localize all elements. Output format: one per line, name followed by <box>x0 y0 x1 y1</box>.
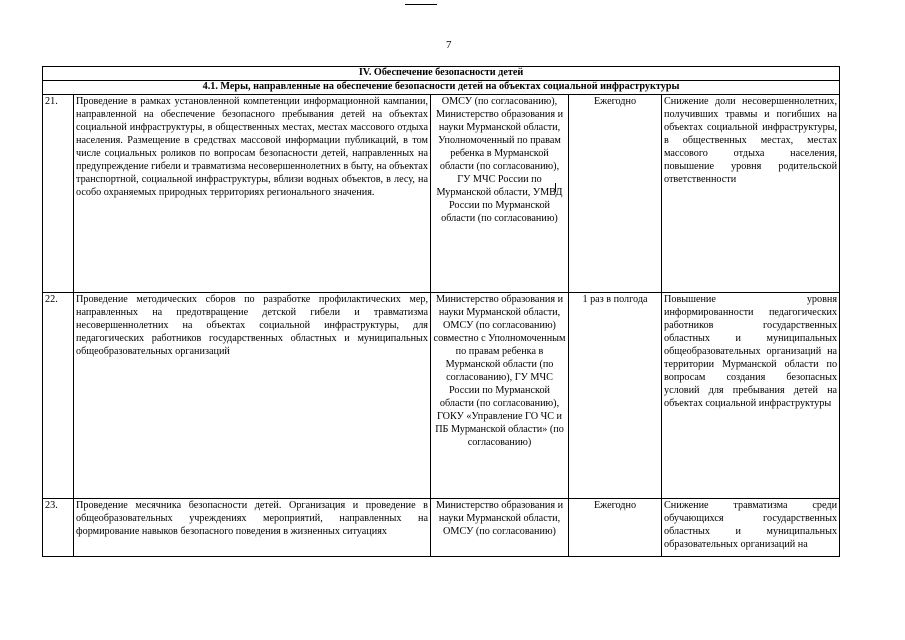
row-number: 21. <box>43 95 74 293</box>
term: Ежегодно <box>569 499 662 557</box>
executors: ОМСУ (по согласованию), Министерство образования и науки Мурманской области, Уполномоченный по правам ребенка в Мурманской области (по согласованию), ГУ МЧС России по Мурманской области, УМВД России по Мурманской области (по согласованию) <box>431 95 569 293</box>
table-row <box>43 95 840 293</box>
subsection-title: 4.1. Меры, направленные на обеспечение безопасности детей на объектах социальной инфраструктуры <box>43 81 840 95</box>
expected-result: Повышение уровня информированности педагогических работников государственных областных и муниципальных общеобразовательных организаций на территории Мурманской области по вопросам создания безопасных условий для пребывания детей на объектах социальной инфраструктуры <box>662 293 840 499</box>
expected-result: Снижение доли несовершеннолетних, получивших травмы и погибших на объектах социальной инфраструктуры, в общественных местах, местах массового отдыха населения, повышение уровня родительской ответственности <box>662 95 840 293</box>
table-row <box>43 293 840 499</box>
section-header-row <box>43 67 840 81</box>
measure-description: Проведение методических сборов по разработке профилактических мер, направленных на предотвращение детской гибели и травматизма несовершеннолетних на объектах социальной инфраструктуры, для педагогических работников государственных областных и муниципальных общеобразовательных организаций <box>74 293 431 499</box>
page-number: 7 <box>446 39 452 51</box>
top-margin-mark <box>405 4 437 5</box>
executors: Министерство образования и науки Мурманской области, ОМСУ (по согласованию) <box>431 499 569 557</box>
expected-result: Снижение травматизма среди обучающихся государственных областных и муниципальных образовательных организаций на <box>662 499 840 557</box>
term: 1 раз в полгода <box>569 293 662 499</box>
measures-table <box>42 66 840 557</box>
row-number: 23. <box>43 499 74 557</box>
subsection-header-row <box>43 81 840 95</box>
section-title: IV. Обеспечение безопасности детей <box>43 67 840 81</box>
executors: Министерство образования и науки Мурманской области, ОМСУ (по согласованию) совместно с Уполномоченным по правам ребенка в Мурманской области (по согласованию), ГУ МЧС России по Мурманской области (по согласованию), ГОКУ «Управление ГО ЧС и ПБ Мурманской области» (по согласованию) <box>431 293 569 499</box>
measure-description: Проведение месячника безопасности детей. Организация и проведение в общеобразовательных учреждениях мероприятий, направленных на формирование навыков безопасного поведения в жизненных ситуациях <box>74 499 431 557</box>
row-number: 22. <box>43 293 74 499</box>
measure-description: Проведение в рамках установленной компетенции информационной кампании, направленной на обеспечение безопасного пребывания детей на объектах социальной инфраструктуры, в общественных местах, местах массового отдыха населения. Размещение в средствах массовой информации публикаций, в том числе социальных роликов по вопросам безопасности детей, направленных на предупреждение гибели и травматизма несовершеннолетних в быту, на объектах транспортной, социальной инфраструктуры, вблизи водных объектов, в лесу, на особо охраняемых природных территориях регионального значения. <box>74 95 431 293</box>
term: Ежегодно <box>569 95 662 293</box>
table-row <box>43 499 840 557</box>
